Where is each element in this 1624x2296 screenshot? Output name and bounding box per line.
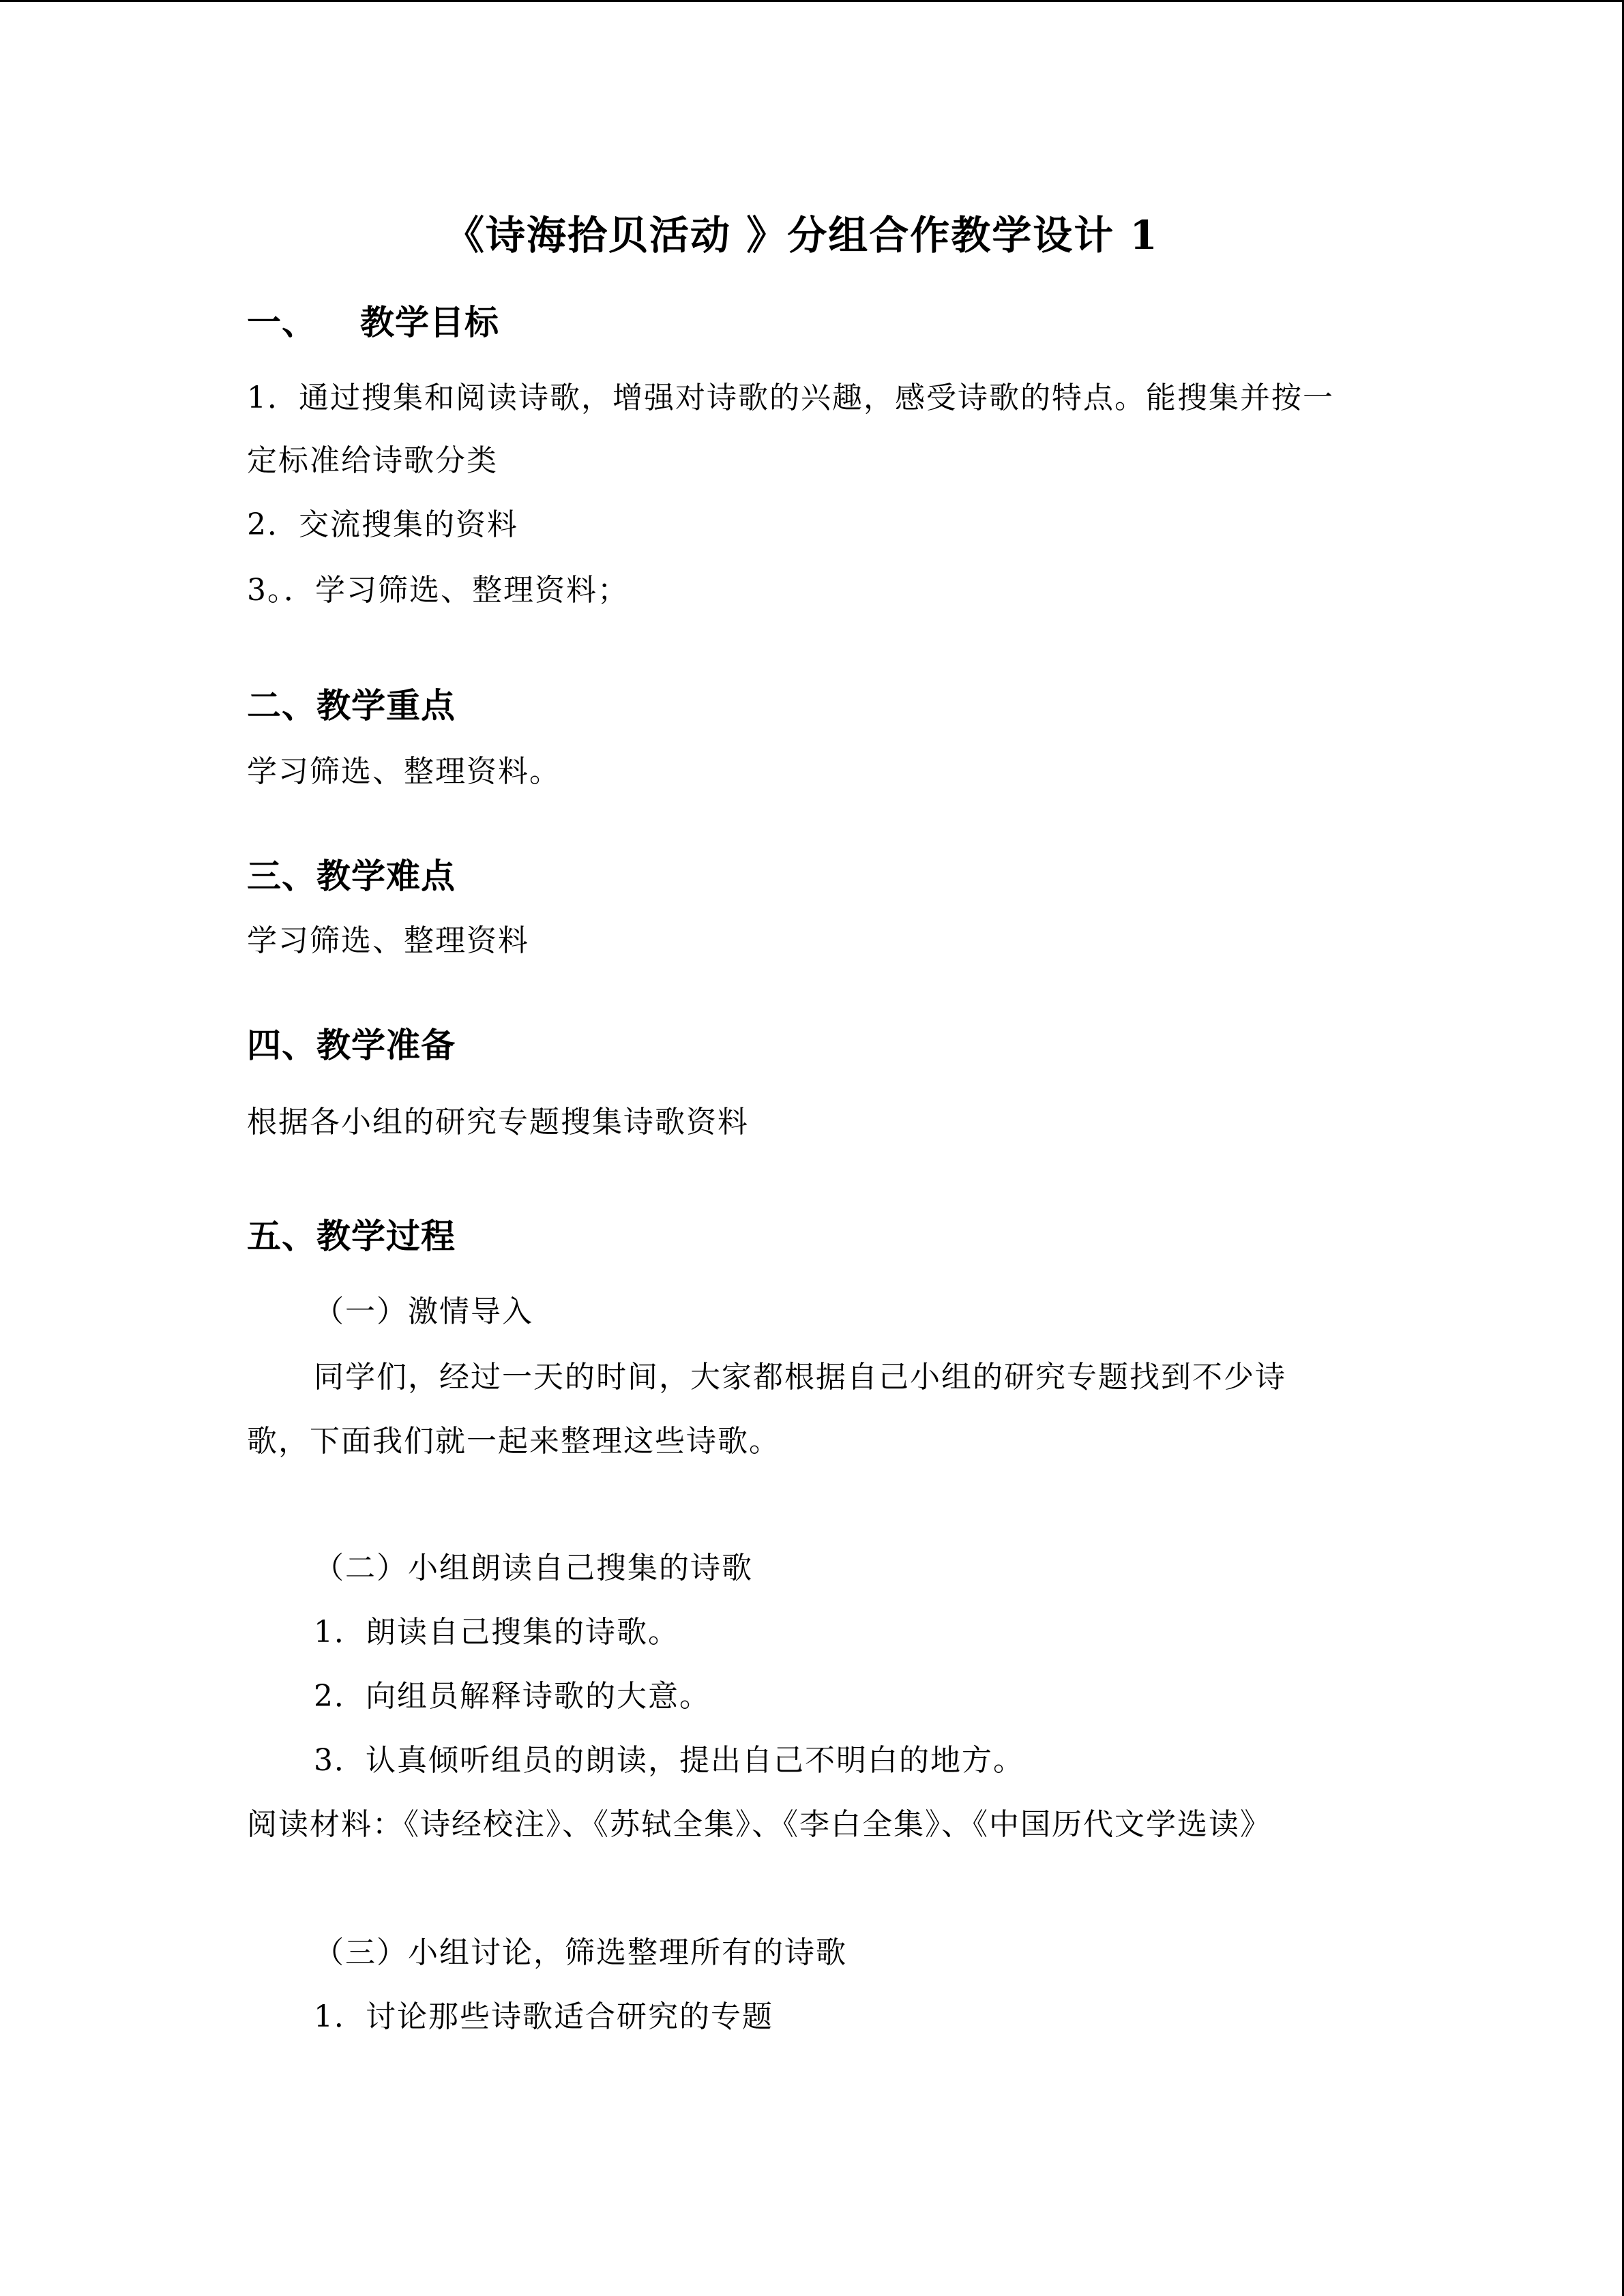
page-top-border — [0, 0, 1624, 2]
process-paragraph-line-1: 同学们，经过一天的时间，大家都根据自己小组的研究专题找到不少诗 — [314, 1360, 1286, 1395]
section-3-heading: 三、教学难点 — [247, 856, 456, 896]
process-item-2: 2．向组员解释诗歌的大意。 — [314, 1679, 711, 1714]
process-paragraph-line-2: 歌，下面我们就一起来整理这些诗歌。 — [247, 1424, 780, 1459]
process-subheading-2: （二）小组朗读自己搜集的诗歌 — [314, 1551, 753, 1585]
process-item-1: 1．朗读自己搜集的诗歌。 — [314, 1615, 679, 1650]
process-subheading-1: （一）激情导入 — [314, 1294, 533, 1329]
objective-line-1: 1．通过搜集和阅读诗歌，增强对诗歌的兴趣，感受诗歌的特点。能搜集并按一 — [247, 381, 1334, 415]
section-2-text: 学习筛选、整理资料。 — [247, 754, 561, 789]
section-2-heading: 二、教学重点 — [247, 685, 456, 726]
objective-line-3: 2．交流搜集的资料 — [247, 507, 518, 542]
section-5-heading: 五、教学过程 — [247, 1216, 456, 1256]
section-1-heading: 教学目标 — [360, 302, 499, 342]
section-4-heading: 四、教学准备 — [247, 1025, 456, 1065]
section-4-text: 根据各小组的研究专题搜集诗歌资料 — [247, 1105, 749, 1139]
reading-materials: 阅读材料：《诗经校注》、《苏轼全集》、《李白全集》、《中国历代文学选读》 — [247, 1807, 1271, 1842]
process-subheading-3: （三）小组讨论，筛选整理所有的诗歌 — [314, 1935, 847, 1970]
discussion-item-1: 1．讨论那些诗歌适合研究的专题 — [314, 1999, 773, 2034]
process-item-3: 3．认真倾听组员的朗读，提出自己不明白的地方。 — [314, 1743, 1024, 1778]
section-3-text: 学习筛选、整理资料 — [247, 923, 529, 958]
objective-line-2: 定标准给诗歌分类 — [247, 443, 498, 478]
document-title: 《诗海拾贝活动 》分组合作教学设计 1 — [445, 212, 1159, 258]
objective-line-4: 3。．学习筛选、整理资料； — [247, 573, 629, 608]
section-1-number: 一、 — [247, 302, 316, 342]
